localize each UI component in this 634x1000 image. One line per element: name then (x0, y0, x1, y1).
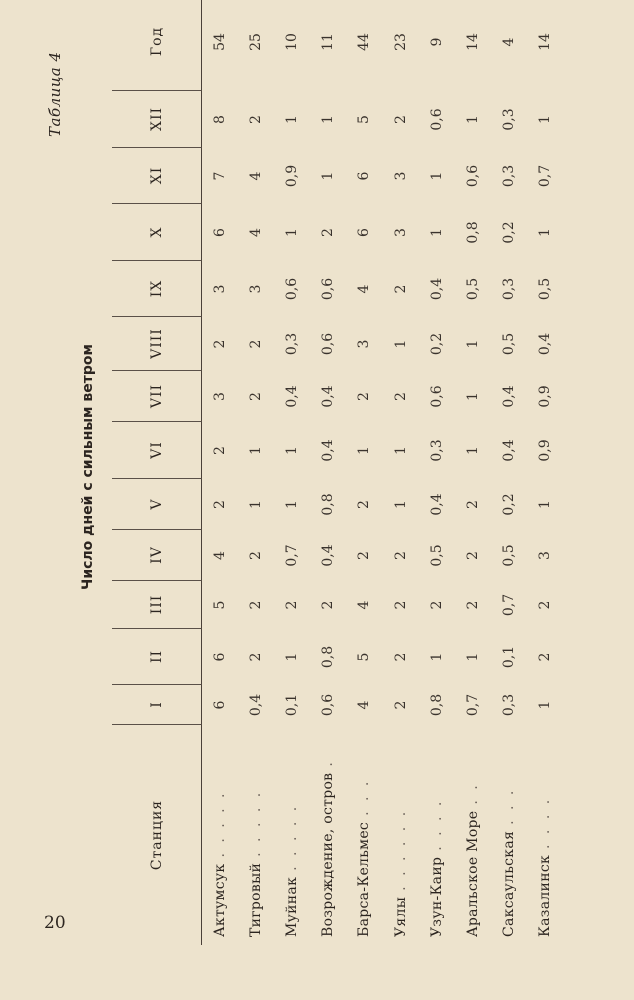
table-cell: 0,7 (284, 544, 301, 567)
table-cell: 2 (248, 339, 265, 349)
table-cell: 0,9 (536, 439, 553, 462)
table-row-station (310, 725, 346, 945)
table-cell: 54 (212, 33, 229, 51)
dot-leader: . . . . . (212, 790, 229, 858)
table-cell: 10 (284, 33, 301, 51)
table-cell: 1 (392, 339, 409, 349)
table-cell: 1 (464, 115, 481, 124)
table-cell: 0,6 (428, 108, 445, 131)
dot-leader: . . (464, 782, 481, 805)
table-cell: 1 (248, 500, 265, 509)
table-cell: 2 (392, 600, 409, 610)
table-cell: 25 (248, 33, 265, 51)
table-cell: 1 (248, 446, 265, 455)
dot-leader: . . . (500, 787, 517, 825)
header-station (112, 725, 202, 945)
table-cell: 2 (392, 115, 409, 124)
table-cell: 0,8 (464, 221, 481, 244)
table-cell: 1 (428, 171, 445, 181)
table-row-station (455, 725, 491, 945)
table-cell: 2 (284, 600, 301, 610)
table-cell: 3 (356, 339, 373, 349)
header-label: Станция (148, 799, 165, 871)
header-col-10 (112, 204, 202, 261)
table-cell: 3 (212, 284, 229, 294)
table-cell: 0,7 (464, 693, 481, 717)
table-cell: 0,4 (428, 493, 445, 516)
table-row-station (238, 725, 274, 945)
header-label: Год (148, 26, 165, 57)
station-name: Тигровый (248, 862, 265, 937)
table-cell: 0,7 (536, 164, 553, 188)
table-cell: 6 (212, 700, 229, 710)
header-col-2 (112, 629, 202, 685)
table-cell: 0,5 (464, 277, 481, 301)
table-cell: 11 (320, 33, 337, 51)
header-col-8 (112, 317, 202, 371)
table-cell: 6 (356, 228, 373, 237)
table-cell: 2 (212, 339, 229, 349)
table-cell: 2 (392, 551, 409, 560)
header-col-7 (112, 371, 202, 422)
header-label: XI (148, 166, 165, 185)
table-row-station (382, 725, 418, 945)
table-cell: 0,4 (320, 544, 337, 567)
table-cell: 1 (464, 339, 481, 349)
table-cell: 3 (392, 171, 409, 181)
table-cell: 1 (464, 392, 481, 401)
table-cell: 2 (320, 600, 337, 610)
table-cell: 2 (392, 392, 409, 401)
table-cell: 0,2 (428, 332, 445, 356)
header-label: IV (148, 546, 165, 564)
table-cell: 1 (320, 171, 337, 181)
table-cell: 2 (356, 551, 373, 560)
table-cell: 1 (536, 228, 553, 237)
dot-leader: . (320, 759, 337, 767)
table-cell: 1 (392, 500, 409, 509)
table-cell: 0,6 (320, 332, 337, 356)
header-col-12 (112, 91, 202, 148)
table-cell: 0,4 (500, 439, 517, 462)
header-label: IX (148, 279, 165, 298)
table-cell: 0,4 (500, 385, 517, 408)
table-cell: 2 (248, 600, 265, 610)
table-cell: 1 (536, 500, 553, 509)
table-cell: 0,4 (428, 277, 445, 301)
header-col-13 (112, 0, 202, 91)
table-cell: 4 (248, 171, 265, 181)
station-name: Казалинск (536, 854, 553, 937)
dot-leader: . . . . (428, 798, 445, 851)
table-cell: 2 (392, 652, 409, 662)
table-cell: 7 (212, 171, 229, 181)
table-cell: 2 (248, 115, 265, 124)
station-name: Возрождение, остров (320, 772, 337, 937)
header-col-5 (112, 479, 202, 530)
header-col-6 (112, 422, 202, 479)
table-cell: 3 (536, 551, 553, 560)
table-cell: 2 (536, 600, 553, 610)
table-cell: 0,6 (284, 277, 301, 301)
table-row-station (346, 725, 382, 945)
table-cell: 23 (392, 33, 409, 51)
table-cell: 0,5 (500, 544, 517, 567)
header-label: XII (148, 106, 165, 132)
table-cell: 0,9 (536, 385, 553, 408)
table-cell: 4 (356, 284, 373, 294)
table-cell: 2 (392, 700, 409, 710)
table-cell: 2 (464, 551, 481, 560)
station-name: Уялы (392, 896, 409, 937)
table-cell: 4 (356, 600, 373, 610)
table-cell: 6 (212, 228, 229, 237)
dot-leader: . . . (356, 778, 373, 816)
table-cell: 3 (392, 228, 409, 237)
table-cell: 0,8 (320, 493, 337, 516)
table-cell: 5 (356, 115, 373, 124)
table-cell: 0,6 (464, 164, 481, 188)
table-row-station (527, 725, 563, 945)
table-cell: 0,5 (500, 332, 517, 356)
table-label: Таблица 4 (46, 51, 64, 137)
dot-leader: . . . . (536, 796, 553, 849)
table-cell: 0,4 (284, 385, 301, 408)
table-cell: 2 (464, 600, 481, 610)
header-label: VI (148, 441, 165, 459)
table-cell: 2 (356, 500, 373, 509)
table-cell: 2 (320, 228, 337, 237)
station-name: Актумсук (212, 863, 229, 937)
table-cell: 4 (212, 551, 229, 560)
table-cell: 2 (248, 551, 265, 560)
table-cell: 2 (464, 500, 481, 509)
header-col-11 (112, 148, 202, 204)
table-cell: 4 (248, 228, 265, 237)
header-label: I (148, 701, 165, 708)
header-col-1 (112, 685, 202, 725)
table-row-station (491, 725, 527, 945)
wind-days-table (112, 0, 563, 945)
table-cell: 6 (212, 652, 229, 662)
table-cell: 1 (284, 500, 301, 509)
table-cell: 8 (212, 115, 229, 124)
table-cell: 9 (428, 37, 445, 47)
table-row-station (419, 725, 455, 945)
table-cell: 4 (356, 700, 373, 710)
table-cell: 0,4 (320, 385, 337, 408)
station-name: Муйнак (284, 876, 301, 937)
table-cell: 0,4 (536, 332, 553, 356)
dot-leader: . . . . . (284, 803, 301, 871)
table-cell: 2 (248, 652, 265, 662)
table-cell: 1 (392, 446, 409, 455)
table-cell: 1 (464, 446, 481, 455)
table-row-station (274, 725, 310, 945)
table-cell: 1 (428, 652, 445, 662)
table-cell: 3 (248, 284, 265, 294)
table-cell: 1 (536, 115, 553, 124)
header-label: II (148, 649, 165, 664)
table-cell: 2 (392, 284, 409, 294)
table-cell: 1 (284, 115, 301, 124)
table-cell: 0,1 (284, 693, 301, 717)
table-cell: 2 (536, 652, 553, 662)
table-cell: 2 (248, 392, 265, 401)
table-cell: 0,4 (320, 439, 337, 462)
table-cell: 0,3 (500, 164, 517, 188)
table-cell: 4 (500, 37, 517, 47)
table-title: Число дней с сильным ветром (80, 344, 96, 590)
station-name: Аральское Море (464, 810, 481, 937)
table-cell: 1 (428, 228, 445, 237)
header-label: VII (148, 383, 165, 409)
table-cell: 2 (212, 446, 229, 455)
table-cell: 2 (428, 600, 445, 610)
table-cell: 1 (284, 446, 301, 455)
table-cell: 1 (284, 228, 301, 237)
table-cell: 0,8 (428, 693, 445, 717)
table-cell: 0,8 (320, 645, 337, 669)
header-col-9 (112, 261, 202, 317)
table-cell: 1 (320, 115, 337, 124)
table-cell: 5 (356, 652, 373, 662)
table-cell: 0,1 (500, 645, 517, 669)
table-cell: 6 (356, 171, 373, 181)
header-label: VIII (148, 328, 165, 359)
table-cell: 0,6 (320, 693, 337, 717)
table-cell: 1 (284, 652, 301, 662)
table-cell: 0,6 (428, 385, 445, 408)
table-cell: 0,6 (320, 277, 337, 301)
header-col-3 (112, 581, 202, 629)
table-row-station (202, 725, 238, 945)
station-name: Барса-Кельмес (356, 821, 373, 937)
dot-leader: . . . . . (248, 789, 265, 857)
table-cell: 3 (212, 392, 229, 401)
dot-leader: . . . . . . (392, 808, 409, 891)
table-cell: 1 (464, 652, 481, 662)
table-cell: 0,3 (500, 277, 517, 301)
table-cell: 5 (212, 600, 229, 610)
table-cell: 2 (356, 392, 373, 401)
page-number: 20 (44, 913, 66, 933)
table-cell: 0,3 (284, 332, 301, 356)
table-cell: 0,5 (536, 277, 553, 301)
table-cell: 0,3 (500, 693, 517, 717)
station-name: Узун-Каир (428, 856, 445, 937)
table-cell: 0,5 (428, 544, 445, 567)
table-cell: 0,2 (500, 493, 517, 516)
header-label: X (148, 226, 165, 238)
header-label: V (148, 498, 165, 510)
table-cell: 44 (356, 33, 373, 51)
table-cell: 0,3 (428, 439, 445, 462)
table-cell: 14 (536, 33, 553, 51)
table-cell: 0,7 (500, 593, 517, 617)
table-cell: 1 (356, 446, 373, 455)
table-cell: 0,3 (500, 108, 517, 131)
table-cell: 14 (464, 33, 481, 51)
table-cell: 0,2 (500, 221, 517, 244)
table-cell: 1 (536, 700, 553, 710)
header-label: III (148, 594, 165, 615)
station-name: Саксаульская (500, 830, 517, 937)
table-cell: 0,4 (248, 693, 265, 717)
header-col-4 (112, 530, 202, 581)
table-cell: 2 (212, 500, 229, 509)
table-cell: 0,9 (284, 164, 301, 188)
